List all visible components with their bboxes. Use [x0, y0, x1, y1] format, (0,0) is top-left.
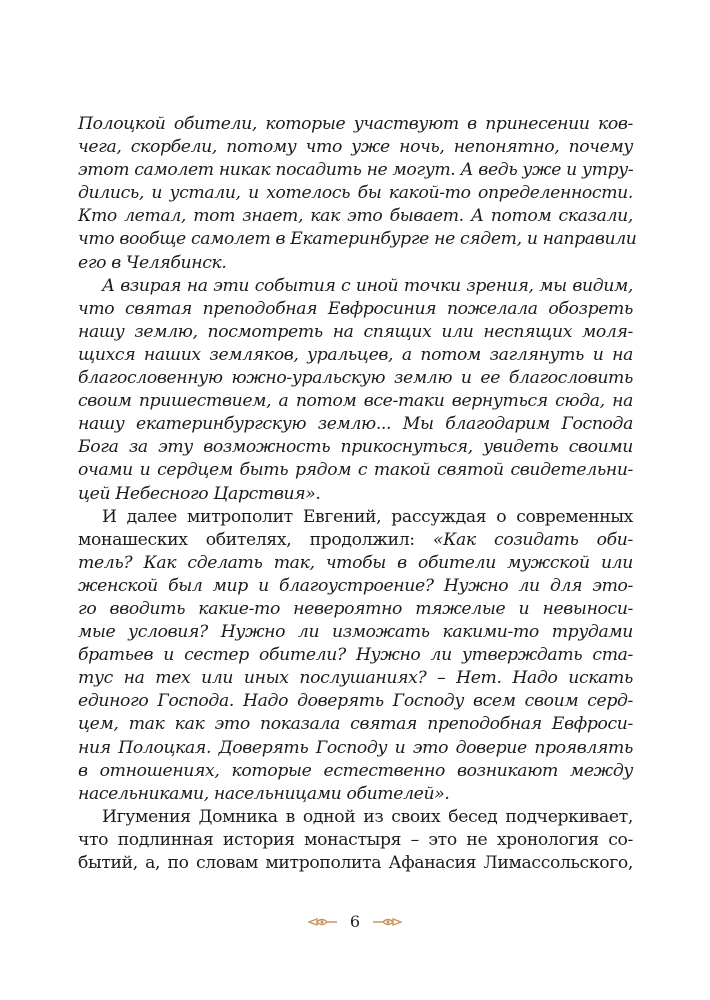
quote-text: «Как созидать оби- — [432, 529, 633, 550]
text-line: своим пришествием, а потом все-таки вернуться сюда, на — [78, 391, 633, 412]
page-number: 6 — [349, 912, 361, 931]
text-line: Бога за эту возможность прикоснуться, увидеть своими — [78, 437, 633, 458]
quote-line: тель? Как сделать так, чтобы в обители мужской или — [78, 552, 633, 573]
roman-text: монашеских обителях, продолжил: — [78, 529, 433, 550]
page-footer — [0, 912, 710, 931]
quote-line: го вводить какие-то невероятно тяжелые и невыноси- — [78, 598, 633, 619]
text-line: что вообще самолет в Екатеринбурге не сядет, и направили — [78, 229, 637, 250]
text-line: щихся наших земляков, уральцев, а потом заглянуть и на — [78, 344, 633, 365]
text-line: очами и сердцем быть рядом с такой святой свидетельни- — [78, 460, 633, 481]
text-line — [78, 506, 633, 529]
quote-line: тус на тех или иных послушаниях? – Нет. Надо искать — [78, 668, 633, 689]
page-body — [78, 113, 637, 875]
quote-line: мые условия? Нужно ли изможать какими-то трудами — [78, 622, 633, 643]
paragraph — [78, 806, 633, 875]
paragraph — [78, 506, 633, 806]
quote-line: братьев и сестер обители? Нужно ли утверждать ста- — [78, 645, 633, 666]
quote-line: в отношениях, которые естественно возникают между — [78, 760, 633, 781]
paragraph — [78, 113, 637, 275]
paragraph — [78, 275, 633, 506]
text-line — [78, 529, 633, 552]
ornament-left-icon — [308, 916, 338, 928]
quote-line: единого Господа. Надо доверять Господу всем своим серд- — [78, 691, 633, 712]
text-line: чега, скорбели, потому что уже ночь, непонятно, почему — [78, 137, 633, 158]
text-line: дились, и устали, и хотелось бы какой-то определенности. — [78, 183, 633, 204]
text-line: бытий, а, по словам митрополита Афанасия Лимассольского, — [78, 853, 633, 873]
text-line: что святая преподобная Евфросиния пожелала обозреть — [78, 298, 633, 319]
text-line: Игумения Домника в одной из своих бесед подчеркивает, — [102, 806, 633, 827]
text-line: благословенную южно-уральскую землю и ее благословить — [78, 368, 633, 389]
text-line: нашу екатеринбургскую землю... Мы благодарим Господа — [78, 414, 633, 435]
quote-line: насельниками, насельницами обителей». — [78, 783, 450, 804]
text-line: А взирая на эти события с иной точки зрения, мы видим, — [102, 275, 633, 296]
text-line: этот самолет никак посадить не могут. А ведь уже и утру- — [78, 160, 634, 181]
quote-line: женской был мир и благоустроение? Нужно ли для это- — [78, 575, 633, 596]
quote-line: ния Полоцкая. Доверять Господу и это доверие проявлять — [78, 737, 633, 758]
ornament-right-icon — [372, 916, 402, 928]
text-line: Полоцкой обители, которые участвуют в принесении ков- — [78, 114, 633, 134]
roman-text: И далее митрополит Евгений, рассуждая о современных — [102, 506, 633, 527]
text-line: цей Небесного Царствия». — [78, 483, 321, 504]
text-line: нашу землю, посмотреть на спящих или неспящих моля- — [78, 321, 633, 342]
text-line: его в Челябинск. — [78, 252, 227, 273]
quote-line: цем, так как это показала святая преподобная Евфроси- — [78, 714, 633, 735]
text-line: что подлинная история монастыря – это не хронология со- — [78, 829, 633, 850]
text-line: Кто летал, тот знает, как это бывает. А потом сказали, — [78, 206, 633, 227]
